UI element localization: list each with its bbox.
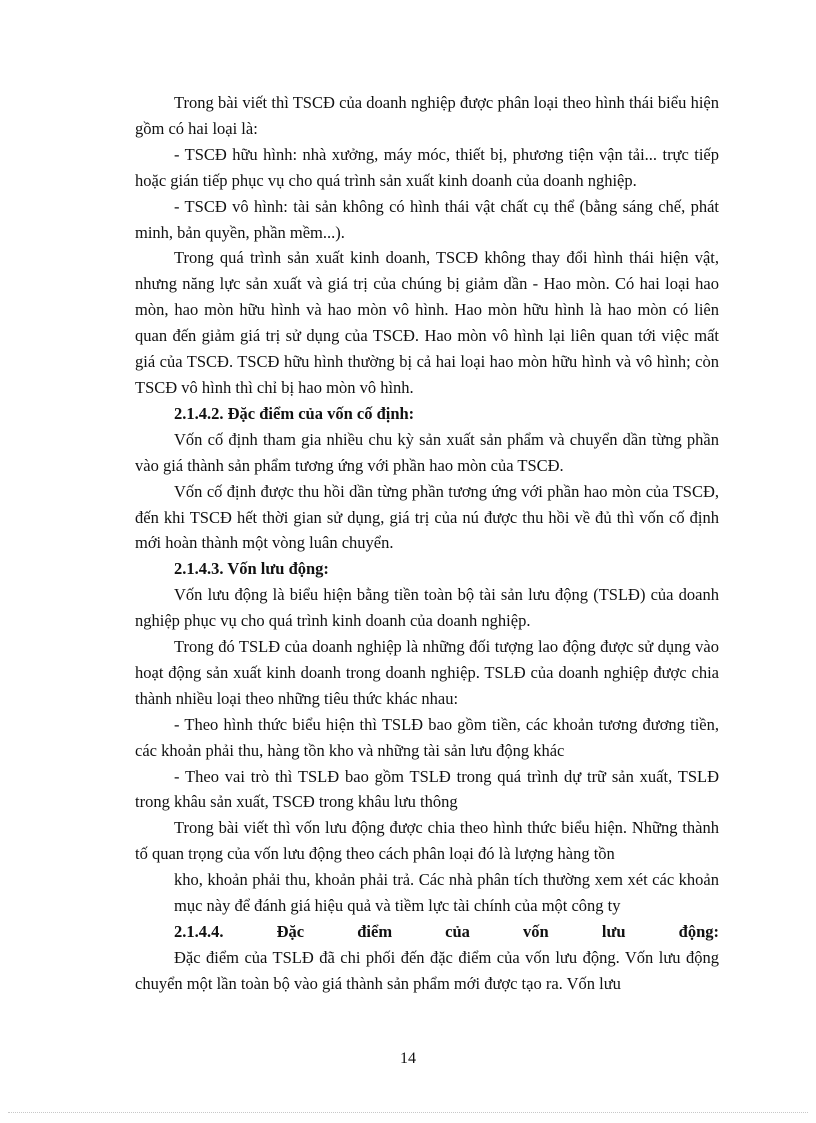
- paragraph-intangible-assets: - TSCĐ vô hình: tài sản không có hình thái vật chất cụ thể (bằng sáng chế, phát minh, bản quyền, phần mềm...).: [135, 196, 719, 242]
- paragraph-fixed-capital-cycle: Vốn cố định tham gia nhiều chu kỳ sản xuất sản phẩm và chuyển dần từng phần vào giá thành sản phẩm tương ứng với phần hao mòn của TSCĐ.: [135, 429, 719, 475]
- heading-2-1-4-2: 2.1.4.2. Đặc điểm của vốn cố định:: [174, 403, 415, 423]
- paragraph-by-role: - Theo vai trò thì TSLĐ bao gồm TSLĐ trong quá trình dự trữ sản xuất, TSLĐ trong khâu sản xuất, TSCĐ trong khâu lưu thông: [135, 766, 719, 812]
- heading-2-1-4-3: 2.1.4.3. Vốn lưu động:: [174, 559, 329, 579]
- heading-2-1-4-4: 2.1.4.4. Đặc điểm của vốn lưu động:: [174, 922, 719, 941]
- paragraph-current-assets: Trong đó TSLĐ của doanh nghiệp là những đối tượng lao động được sử dụng vào hoạt động sản xuất kinh doanh trong doanh nghiệp. TSLĐ của doanh nghiệp được chia thành nhiều loại theo những tiêu thức khác nhau:: [135, 637, 719, 708]
- page-number: 14: [400, 1050, 416, 1067]
- paragraph-tscd-classification: Trong bài viết thì TSCĐ của doanh nghiệp được phân loại theo hình thái biểu hiện gồm có hai loại là:: [135, 93, 719, 138]
- paragraph-working-capital-definition: Vốn lưu động là biểu hiện bằng tiền toàn bộ tài sản lưu động (TSLĐ) của doanh nghiệp phục vụ cho quá trình kinh doanh của doanh nghiệp.: [135, 585, 719, 631]
- bottom-dotted-border: [8, 1112, 808, 1113]
- paragraph-depreciation: Trong quá trình sản xuất kinh doanh, TSCĐ không thay đổi hình thái hiện vật, nhưng năng lực sản xuất và giá trị của chúng bị giảm dần - Hao mòn. Có hai loại hao mòn, hao mòn hữu hình và hao mòn vô hình. Hao mòn hữu hình là hao mòn có liên quan đến giảm giá trị sử dụng của TSCĐ. Hao mòn vô hình lại liên quan tới việc mất giá của TSCĐ. TSCĐ hữu hình thường bị cả hai loại hao mòn hữu hình và vô hình; còn TSCĐ vô hình thì chỉ bị hao mòn vô hình.: [135, 248, 719, 397]
- paragraph-by-form: - Theo hình thức biểu hiện thì TSLĐ bao gồm tiền, các khoản tương đương tiền, các khoản phải thu, hàng tồn kho và những tài sản lưu động khác: [135, 714, 719, 760]
- paragraph-working-capital-features: Đặc điểm của TSLĐ đã chi phối đến đặc điểm của vốn lưu động. Vốn lưu động chuyển một lần toàn bộ vào giá thành sản phẩm mới được tạo ra. Vốn lưu: [135, 947, 719, 993]
- paragraph-tangible-assets: - TSCĐ hữu hình: nhà xưởng, máy móc, thiết bị, phương tiện vận tải... trực tiếp hoặc gián tiếp phục vụ cho quá trình sản xuất kinh doanh của doanh nghiệp.: [135, 144, 719, 190]
- body-text: [135, 90, 719, 997]
- paragraph-fixed-capital-recovery: Vốn cố định được thu hồi dần từng phần tương ứng với phần hao mòn của TSCĐ, đến khi TSCĐ hết thời gian sử dụng, giá trị của nú được thu hồi về đủ thì vốn cố định mới hoàn thành một vòng luân chuyển.: [135, 481, 719, 553]
- paragraph-working-capital-components: Trong bài viết thì vốn lưu động được chia theo hình thức biểu hiện. Những thành tố quan trọng của vốn lưu động theo cách phân loại đó là lượng hàng tồn: [135, 818, 719, 864]
- paragraph-working-capital-items: kho, khoản phải thu, khoản phải trả. Các nhà phân tích thường xem xét các khoản mục này để đánh giá hiệu quả và tiềm lực tài chính của một công ty: [174, 870, 719, 916]
